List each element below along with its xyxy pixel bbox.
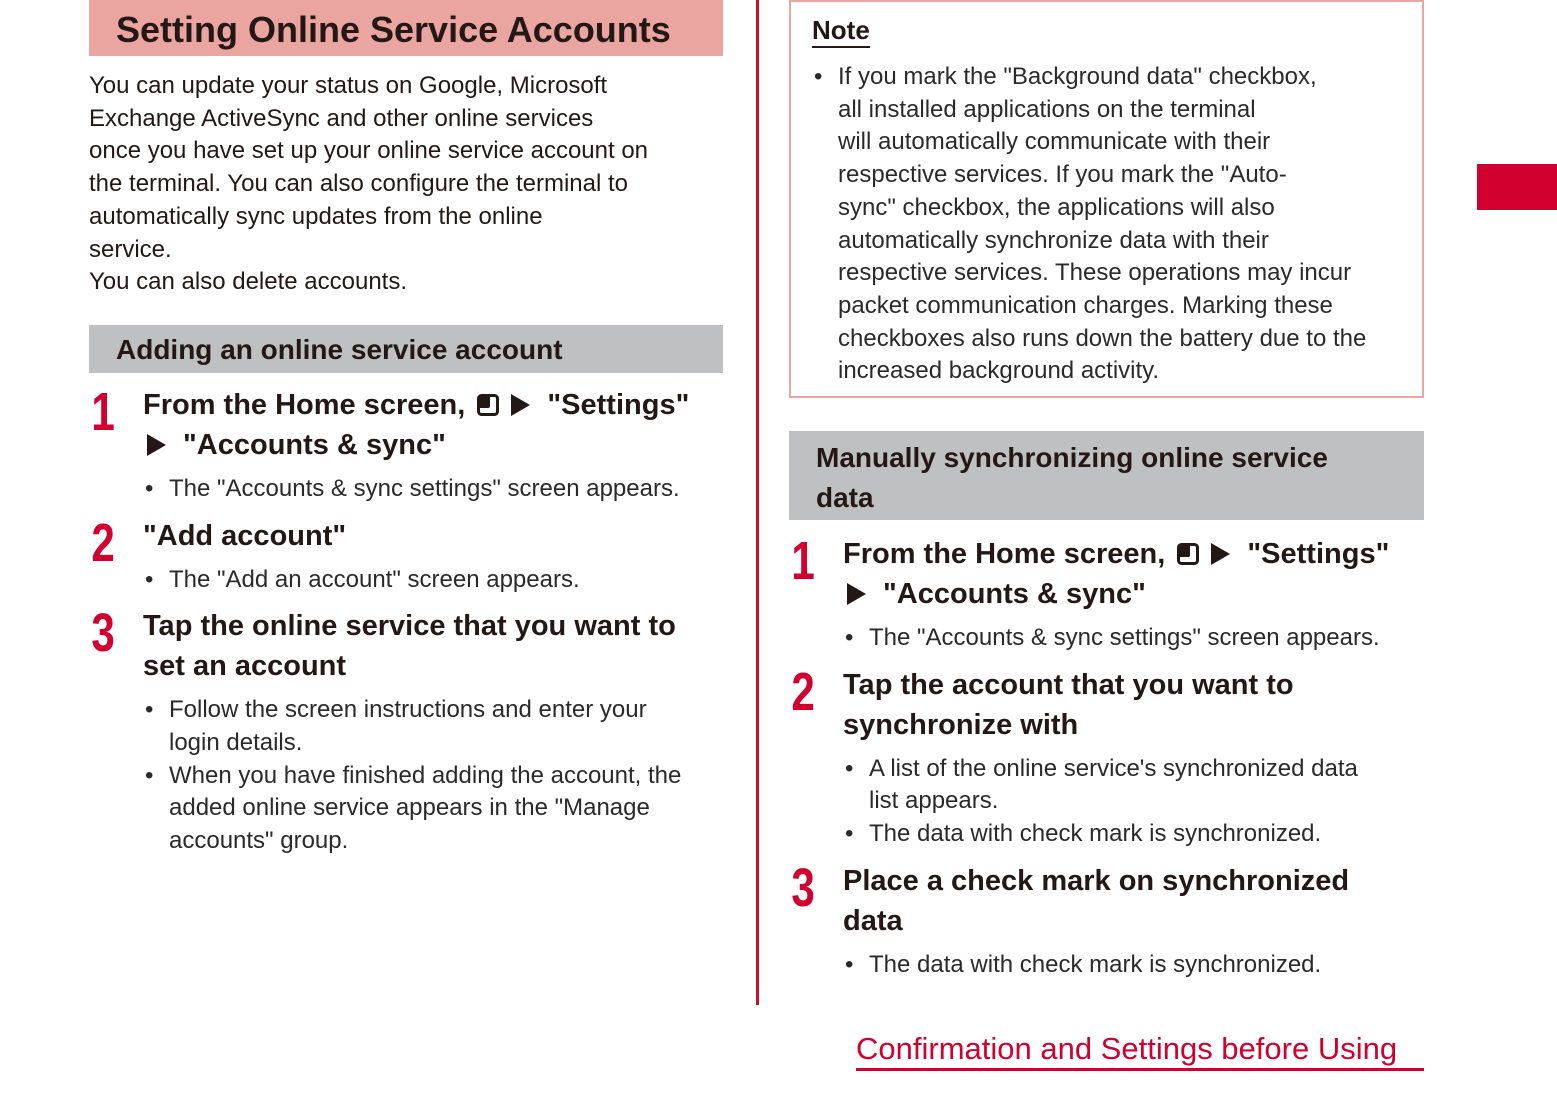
right-column: [789, 0, 1424, 982]
intro-text: [89, 70, 723, 299]
list-item-line: • If you mark the "Background data" checkbox,: [838, 63, 1317, 90]
list-item-line: • Follow the screen instructions and enter your: [169, 696, 647, 724]
step-title-line: set an account: [143, 650, 347, 683]
section-heading: Adding an online service account: [89, 325, 723, 373]
intro-line: You can also delete accounts.: [89, 268, 408, 296]
list-item-line: • A list of the online service's synchronized data: [869, 754, 1358, 782]
step-title-line: synchronize with: [843, 708, 1079, 741]
page-title: Setting Online Service Accounts: [89, 0, 723, 56]
intro-line: service.: [89, 235, 172, 263]
step-2: [89, 512, 723, 597]
step-title: [143, 385, 723, 465]
list-item-line: added online service appears in the "Manage: [169, 794, 650, 822]
section-heading-line: data: [816, 481, 874, 513]
step-title-line: Place a check mark on synchronized: [843, 864, 1350, 897]
list-item-line: respective services. These operations may incur: [838, 259, 1352, 287]
step-number: 2: [91, 512, 115, 573]
step-1: [789, 531, 1424, 655]
column-divider: [756, 0, 759, 1005]
step-title: [143, 606, 723, 686]
step-number: 1: [791, 531, 815, 591]
list-item-line: sync" checkbox, the applications will also: [838, 193, 1275, 221]
step-number: 2: [791, 661, 815, 722]
chapter-link[interactable]: Confirmation and Settings before Using: [856, 1030, 1424, 1071]
list-item-line: accounts" group.: [169, 827, 349, 855]
step-text: "Accounts & sync": [175, 428, 446, 461]
list-item: • The "Accounts & sync settings" screen appears.: [843, 622, 1424, 655]
triangle-right-icon: [847, 583, 866, 605]
list-item: • The data with check mark is synchronized.: [843, 818, 1424, 851]
step-notes: [843, 622, 1424, 655]
intro-line: once you have set up your online service account on: [89, 137, 649, 165]
step-notes: [143, 694, 723, 858]
step-text: From the Home screen,: [143, 388, 474, 421]
list-item: [843, 753, 1424, 818]
intro-line: You can update your status on Google, Microsoft: [89, 72, 608, 99]
list-item-line: • When you have finished adding the account, the: [169, 761, 682, 789]
list-item: • The "Accounts & sync settings" screen appears.: [143, 473, 723, 506]
step-title: [843, 534, 1424, 614]
menu-key-icon: [477, 394, 499, 416]
step-number: 3: [91, 603, 115, 664]
step-title-line: Tap the account that you want to: [843, 668, 1294, 701]
step-1: [89, 381, 723, 506]
note-list: [812, 61, 1408, 388]
list-item-line: login details.: [169, 729, 303, 757]
step-text: "Accounts & sync": [875, 578, 1146, 610]
list-item: [143, 760, 723, 858]
list-item: [143, 694, 723, 759]
triangle-right-icon: [511, 394, 530, 416]
list-item-line: checkboxes also runs down the battery due to the: [838, 324, 1367, 352]
list-item-line: packet communication charges. Marking these: [838, 291, 1333, 319]
step-text: "Settings": [539, 388, 690, 421]
step-title-line: Tap the online service that you want to: [143, 610, 676, 643]
list-item-line: automatically synchronize data with their: [838, 226, 1269, 254]
triangle-right-icon: [1211, 543, 1230, 565]
list-item-line: all installed applications on the terminal: [838, 95, 1256, 123]
intro-line: Exchange ActiveSync and other online services: [89, 104, 594, 132]
note-box: [789, 0, 1424, 398]
intro-line: the terminal. You can also configure the terminal to: [89, 170, 628, 198]
section-heading-line: Manually synchronizing online service: [816, 442, 1328, 473]
step-text: "Settings": [1239, 538, 1390, 570]
step-number: 3: [791, 857, 815, 918]
step-3: [789, 857, 1424, 982]
step-title: [843, 665, 1424, 745]
step-number: 1: [91, 381, 115, 442]
step-notes: [143, 473, 723, 506]
menu-key-icon: [1177, 543, 1199, 565]
triangle-right-icon: [147, 434, 166, 456]
list-item-line: respective services. If you mark the "Auto-: [838, 161, 1287, 189]
list-item: • The data with check mark is synchronized.: [843, 949, 1424, 982]
note-label: Note: [812, 14, 870, 48]
intro-line: automatically sync updates from the online: [89, 202, 543, 230]
step-3: [89, 603, 723, 858]
step-notes: [843, 949, 1424, 982]
step-title: [843, 861, 1424, 941]
list-item: • The "Add an account" screen appears.: [143, 564, 723, 597]
section-heading: [789, 431, 1424, 520]
step-notes: [143, 564, 723, 597]
list-item-line: increased background activity.: [838, 357, 1160, 385]
step-title-line: data: [843, 904, 903, 937]
list-item: [812, 61, 1408, 388]
step-2: [789, 661, 1424, 851]
step-title: "Add account": [143, 519, 347, 552]
step-notes: [843, 753, 1424, 851]
list-item-line: list appears.: [869, 787, 999, 815]
chapter-tab: [1477, 164, 1557, 210]
left-column: [89, 0, 723, 858]
step-text: From the Home screen,: [843, 538, 1174, 570]
list-item-line: will automatically communicate with their: [838, 128, 1271, 156]
